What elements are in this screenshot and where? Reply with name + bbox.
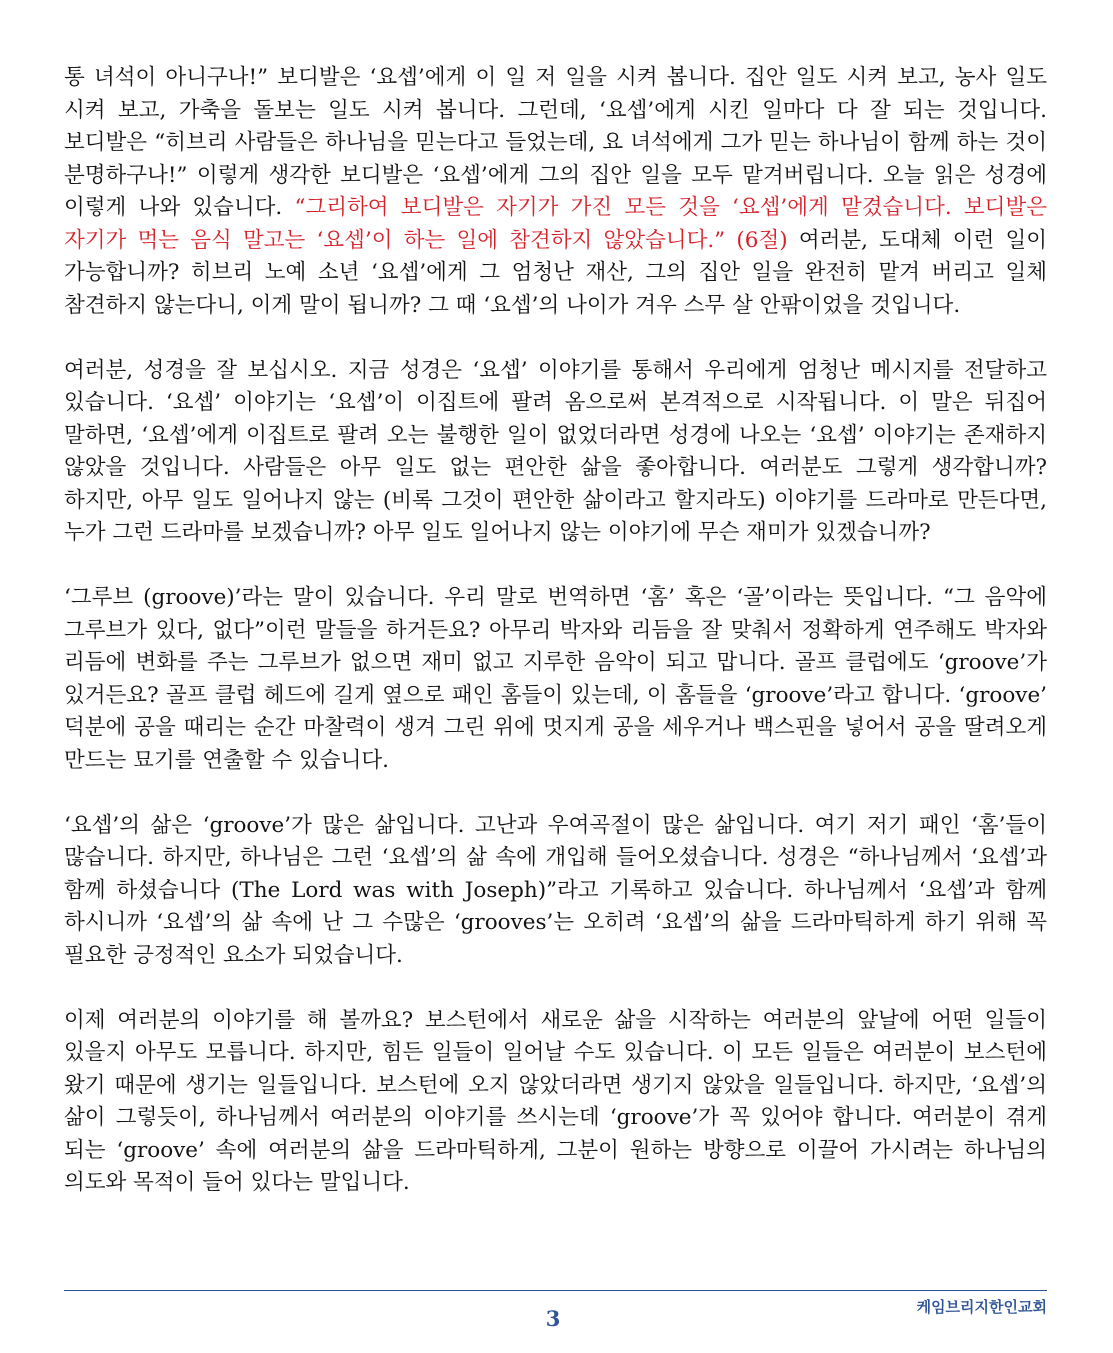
scripture-quote: “그리하여 보디발은 자기가 가진 모든 것을 ‘요셉’에게 맡겼습니다. 보디발은 자기가 먹는 음식 말고는 ‘요셉’이 하는 일에 참견하지 않았습니다.” (6절)	[64, 195, 1047, 253]
paragraph-text: 여러분, 도대체 이런 일이 가능합니까? 히브리 노예 소년 ‘요셉’에게 그 엄청난 재산, 그의 집안 일을 완전히 맡겨 버리고 일체 참견하지 않는다니, 이게 말이 됩니까? 그 때 ‘요셉’의 나이가 겨우 스무 살 안팎이었을 것입니다.	[64, 227, 1047, 318]
paragraph-application: 이제 여러분의 이야기를 해 볼까요? 보스턴에서 새로운 삶을 시작하는 여러분의 앞날에 어떤 일들이 있을지 아무도 모릅니다. 하지만, 힘든 일들이 일어날 수도 있습니다. 이 모든 일들은 여러분이 보스턴에 왔기 때문에 생기는 일들입니다. 보스턴에 오지 않았더라면 생기지 않았을 일들입니다. 하지만, ‘요셉’의 삶이 그렇듯이, 하나님께서 여러분의 이야기를 쓰시는데 ‘groove’가 꼭 있어야 합니다. 여러분이 겪게 되는 ‘groove’ 속에 여러분의 삶을 드라마틱하게, 그분이 원하는 방향으로 이끌어 가시려는 하나님의 의도와 목적이 들어 있다는 말입니다.	[64, 1007, 1047, 1195]
paragraph-joseph-story: 여러분, 성경을 잘 보십시오. 지금 성경은 ‘요셉’ 이야기를 통해서 우리에게 엄청난 메시지를 전달하고 있습니다. ‘요셉’ 이야기는 ‘요셉’이 이집트에 팔려 옴으로써 본격적으로 시작됩니다. 이 말은 뒤집어 말하면, ‘요셉’에게 이집트로 팔려 오는 불행한 일이 없었더라면 성경에 나오는 ‘요셉’ 이야기는 존재하지 않았을 것입니다. 사람들은 아무 일도 없는 편안한 삶을 좋아합니다. 여러분도 그렇게 생각합니까? 하지만, 아무 일도 일어나지 않는 (비록 그것이 편안한 삶이라고 할지라도) 이야기를 드라마로 만든다면, 누가 그런 드라마를 보겠습니까? 아무 일도 일어나지 않는 이야기에 무슨 재미가 있겠습니까?	[64, 357, 1047, 545]
paragraph-groove-definition: ‘그루브 (groove)’라는 말이 있습니다. 우리 말로 번역하면 ‘홈’ 혹은 ‘골’이라는 뜻입니다. “그 음악에 그루브가 있다, 없다”이런 말들을 하거든요? 아무리 박자와 리듬을 잘 맞춰서 정확하게 연주해도 박자와 리듬에 변화를 주는 그루브가 없으면 재미 없고 지루한 음악이 되고 맙니다. 골프 클럽에도 ‘groove’가 있거든요? 골프 클럽 헤드에 길게 옆으로 패인 홈들이 있는데, 이 홈들을 ‘groove’라고 합니다. ‘groove’ 덕분에 공을 때리는 순간 마찰력이 생겨 그린 위에 멋지게 공을 세우거나 백스핀을 넣어서 공을 딸려오게 만드는 묘기를 연출할 수 있습니다.	[64, 585, 1047, 773]
paragraph-potiphar	[64, 62, 1047, 322]
footer-divider	[64, 1290, 1047, 1291]
church-name: 케임브리지한인교회	[916, 1298, 1047, 1316]
paragraph-joseph-grooves: ‘요셉’의 삶은 ‘groove’가 많은 삶입니다. 고난과 우여곡절이 많은 삶입니다. 여기 저기 패인 ‘홈’들이 많습니다. 하지만, 하나님은 그런 ‘요셉’의 삶 속에 개입해 들어오셨습니다. 성경은 “하나님께서 ‘요셉’과 함께 하셨습니다 (The Lord was with Joseph)”라고 기록하고 있습니다. 하나님께서 ‘요셉’과 함께 하시니까 ‘요셉’의 삶 속에 난 그 수많은 ‘grooves’는 오히려 ‘요셉’의 삶을 드라마틱하게 하기 위해 꼭 필요한 긍정적인 요소가 되었습니다.	[64, 812, 1047, 968]
sermon-body	[64, 62, 1047, 1200]
paragraph-text: 통 녀석이 아니구나!” 보디발은 ‘요셉’에게 이 일 저 일을 시켜 봅니다. 집안 일도 시켜 보고, 농사 일도 시켜 보고, 가축을 돌보는 일도 시켜 봅니다. 그런데, ‘요셉’에게 시킨 일마다 다 잘 되는 것입니다. 보디발은 “히브리 사람들은 하나님을 믿는다고 들었는데, 요 녀석에게 그가 믿는 하나님이 함께 하는 것이 분명하구나!” 이렇게 생각한 보디발은 ‘요셉’에게 그의 집안 일을 모두 맡겨버립니다. 오늘 읽은 성경에 이렇게 나와 있습니다.	[64, 65, 1047, 220]
page-number: 3	[545, 1306, 561, 1331]
